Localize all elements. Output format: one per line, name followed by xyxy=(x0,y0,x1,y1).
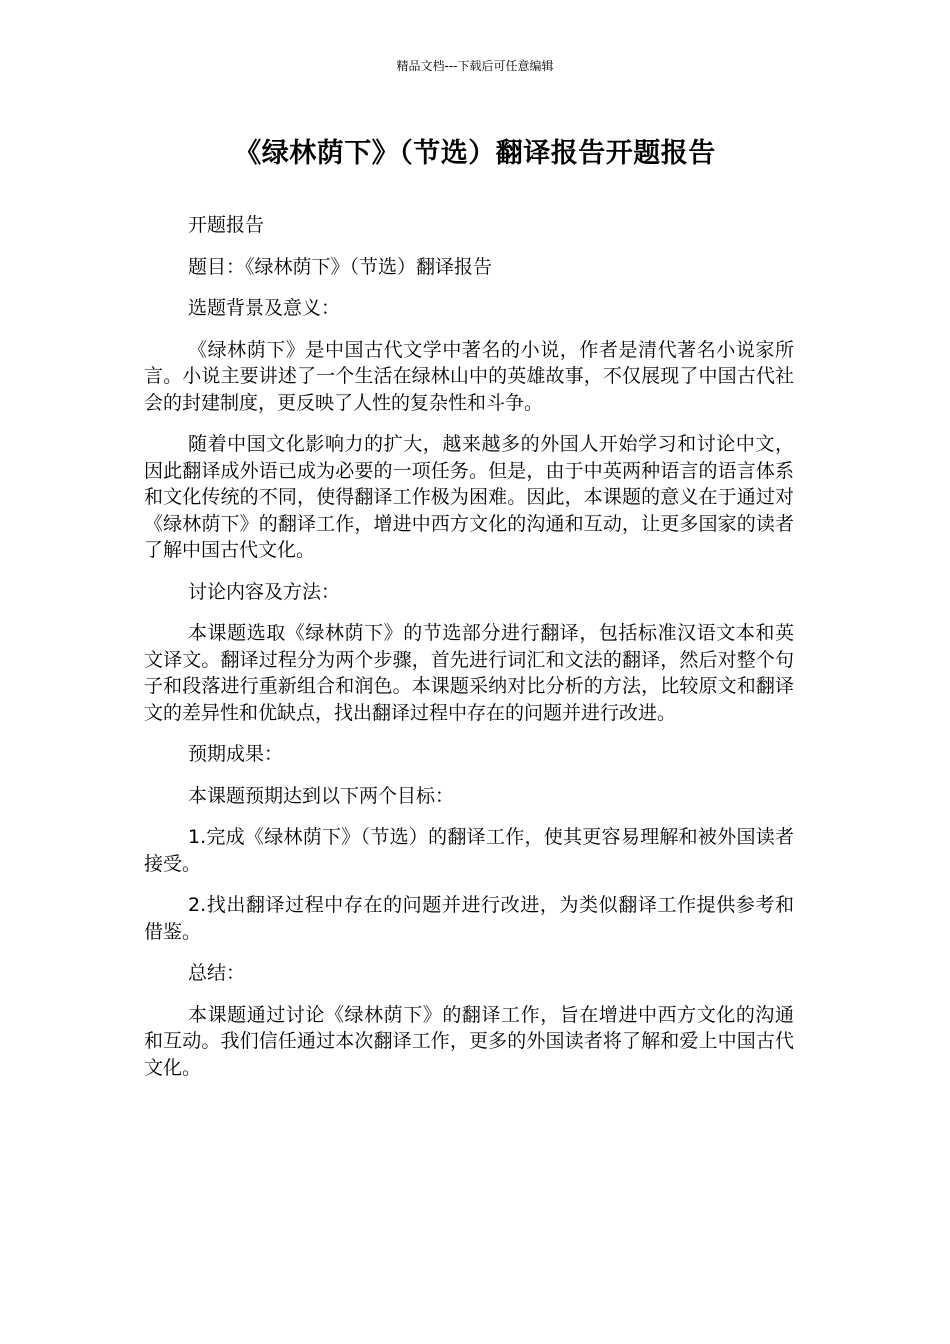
header-note: 精品文档---下载后可任意编辑 xyxy=(396,59,554,73)
section-label-report: 开题报告 xyxy=(188,214,265,236)
paragraph-methods: 本课题选取《绿林荫下》的节选部分进行翻译，包括标准汉语文本和英文译文。翻译过程分为两个步骤，首先进行词汇和文法的翻译，然后对整个句子和段落进行重新组合和润色。本课题采纳对比分析的方法，比较原文和翻译文的差异性和优缺点，找出翻译过程中存在的问题并进行改进。 xyxy=(144,622,794,724)
paragraph-summary: 本课题通过讨论《绿林荫下》的翻译工作，旨在增进中西方文化的沟通和互动。我们信任通过本次翻译工作，更多的外国读者将了解和爱上中国古代文化。 xyxy=(144,1003,794,1079)
document-body xyxy=(144,212,794,1096)
section-heading-summary: 总结： xyxy=(188,962,246,984)
list-item-outcome-2: 2.找出翻译过程中存在的问题并进行改进，为类似翻译工作提供参考和借鉴。 xyxy=(144,894,794,943)
paragraph-outcomes-intro: 本课题预期达到以下两个目标： xyxy=(188,784,455,807)
paragraph-background-1: 《绿林荫下》是中国古代文学中著名的小说，作者是清代著名小说家所言。小说主要讲述了一个生活在绿林山中的英雄故事，不仅展现了中国古代社会的封建制度，更反映了人性的复杂性和斗争。 xyxy=(144,338,794,414)
paragraph-background-2: 随着中国文化影响力的扩大，越来越多的外国人开始学习和讨论中文，因此翻译成外语已成为必要的一项任务。但是，由于中英两种语言的语言体系和文化传统的不同，使得翻译工作极为困难。因此，本课题的意义在于通过对《绿林荫下》的翻译工作，增进中西方文化的沟通和互动，让更多国家的读者了解中国古代文化。 xyxy=(144,433,794,561)
section-heading-methods: 讨论内容及方法： xyxy=(188,580,341,603)
topic-line: 题目：《绿林荫下》（节选）翻译报告 xyxy=(188,255,493,278)
list-item-outcome-1: 1.完成《绿林荫下》（节选）的翻译工作，使其更容易理解和被外国读者接受。 xyxy=(144,826,794,875)
section-heading-background: 选题背景及意义： xyxy=(188,297,341,319)
document-title: 《绿林荫下》（节选）翻译报告开题报告 xyxy=(234,138,716,169)
section-heading-outcomes: 预期成果： xyxy=(188,743,284,765)
